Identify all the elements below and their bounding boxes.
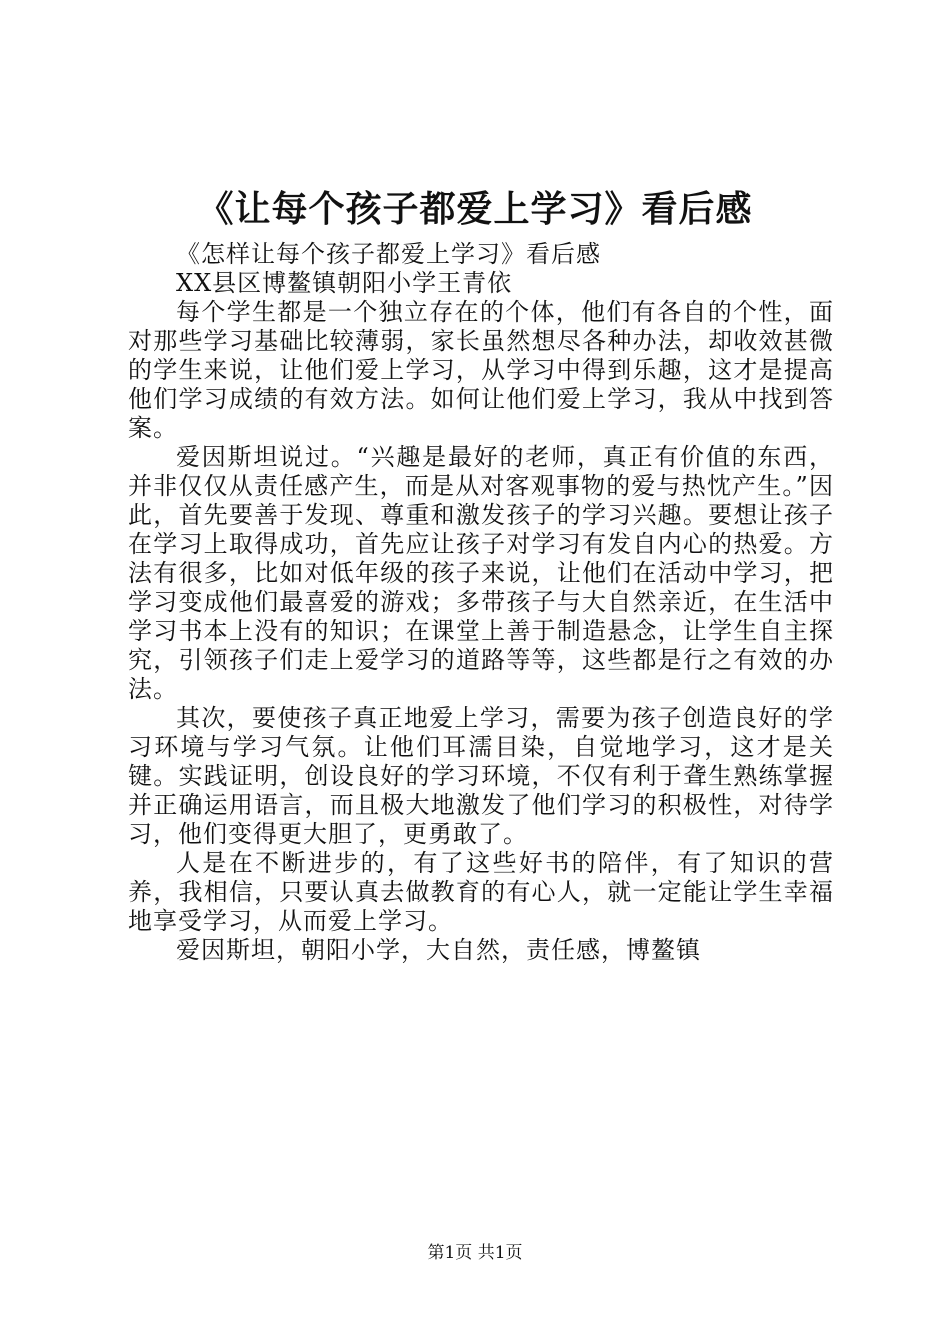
author-line: XX县区博鳌镇朝阳小学王青依 (176, 269, 513, 297)
keywords-line: 爱因斯坦，朝阳小学，大自然，责任感，博鳌镇 (176, 936, 701, 964)
document-title: 《让每个孩子都爱上学习》看后感 (197, 188, 753, 230)
page-number-footer: 第1页 共1页 (427, 1243, 523, 1263)
body-paragraph: 每个学生都是一个独立存在的个体，他们有各自的个性，面对那些学习基础比较薄弱，家长虽然想尽各种办法，却收效甚微的学生来说，让他们爱上学习，从学习中得到乐趣，这才是提高他们学习成绩的有效方法。如何让他们爱上学习，我从中找到答案。 (128, 298, 834, 442)
body-paragraph: 其次，要使孩子真正地爱上学习，需要为孩子创造良好的学习环境与学习气氛。让他们耳濡目染，自觉地学习，这才是关键。实践证明，创设良好的学习环境，不仅有利于聋生熟练掌握并正确运用语言，而且极大地激发了他们学习的积极性，对待学习，他们变得更大胆了，更勇敢了。 (128, 704, 834, 848)
body-paragraph: 人是在不断进步的，有了这些好书的陪伴，有了知识的营养，我相信，只要认真去做教育的有心人，就一定能让学生幸福地享受学习，从而爱上学习。 (128, 849, 834, 935)
body-paragraph: 爱因斯坦说过。“兴趣是最好的老师，真正有价值的东西，并非仅仅从责任感产生，而是从对客观事物的爱与热忱产生。”因此，首先要善于发现、尊重和激发孩子的学习兴趣。要想让孩子在学习上取得成功，首先应让孩子对学习有发自内心的热爱。方法有很多，比如对低年级的孩子来说，让他们在活动中学习，把学习变成他们最喜爱的游戏；多带孩子与大自然亲近，在生活中学习书本上没有的知识；在课堂上善于制造悬念，让学生自主探究，引领孩子们走上爱学习的道路等等，这些都是行之有效的办法。 (128, 443, 834, 703)
subtitle-paragraph: 《怎样让每个孩子都爱上学习》看后感 (176, 240, 601, 268)
document-body (128, 240, 834, 965)
